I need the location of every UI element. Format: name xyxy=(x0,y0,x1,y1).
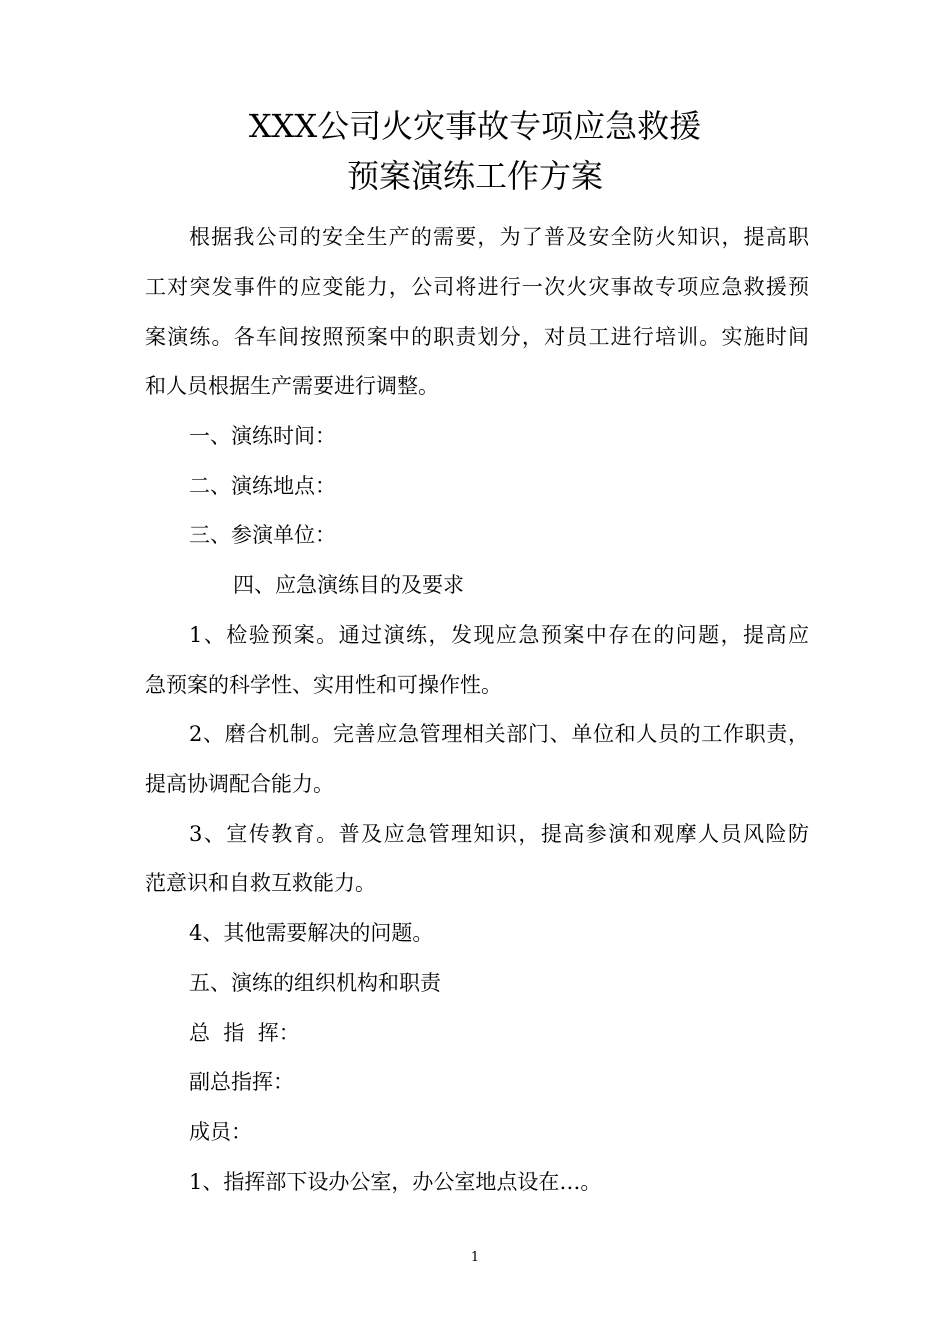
section-purpose-heading: 四、应急演练目的及要求 xyxy=(233,573,464,597)
item-1-line-2: 急预案的科学性、实用性和可操作性。 xyxy=(145,673,502,697)
intro-line-1: 根据我公司的安全生产的需要，为了普及安全防火知识，提高职 xyxy=(189,225,809,249)
members-label: 成员： xyxy=(189,1120,252,1144)
document-body xyxy=(145,0,809,1344)
intro-line-4: 和人员根据生产需要进行调整。 xyxy=(145,374,439,398)
commander-label: 总 指 挥： xyxy=(189,1021,300,1045)
office-line: 1、指挥部下设办公室，办公室地点设在…。 xyxy=(189,1170,602,1194)
item-3-line-2: 范意识和自救互救能力。 xyxy=(145,871,376,895)
intro-line-3: 案演练。各车间按照预案中的职责划分，对员工进行培训。实施时间 xyxy=(145,325,809,349)
intro-line-2: 工对突发事件的应变能力，公司将进行一次火灾事故专项应急救援预 xyxy=(145,275,809,299)
deputy-commander-label: 副总指挥： xyxy=(189,1070,294,1094)
item-1-line-1: 1、检验预案。通过演练，发现应急预案中存在的问题，提高应 xyxy=(189,623,809,647)
item-2-line-1: 2、磨合机制。完善应急管理相关部门、单位和人员的工作职责， xyxy=(189,722,809,746)
section-drill-location: 二、演练地点： xyxy=(189,474,336,498)
document-title-line-2: 预案演练工作方案 xyxy=(346,157,603,195)
section-organization-heading: 五、演练的组织机构和职责 xyxy=(189,971,441,995)
item-2-line-2: 提高协调配合能力。 xyxy=(145,772,334,796)
section-drill-time: 一、演练时间： xyxy=(189,424,336,448)
item-3-line-1: 3、宣传教育。普及应急管理知识，提高参演和观摩人员风险防 xyxy=(189,822,809,846)
page-number: 1 xyxy=(470,1250,480,1265)
document-title-line-1: XXX公司火灾事故专项应急救援 xyxy=(248,107,702,145)
section-participants: 三、参演单位： xyxy=(189,523,336,547)
item-4: 4、其他需要解决的问题。 xyxy=(189,921,434,945)
